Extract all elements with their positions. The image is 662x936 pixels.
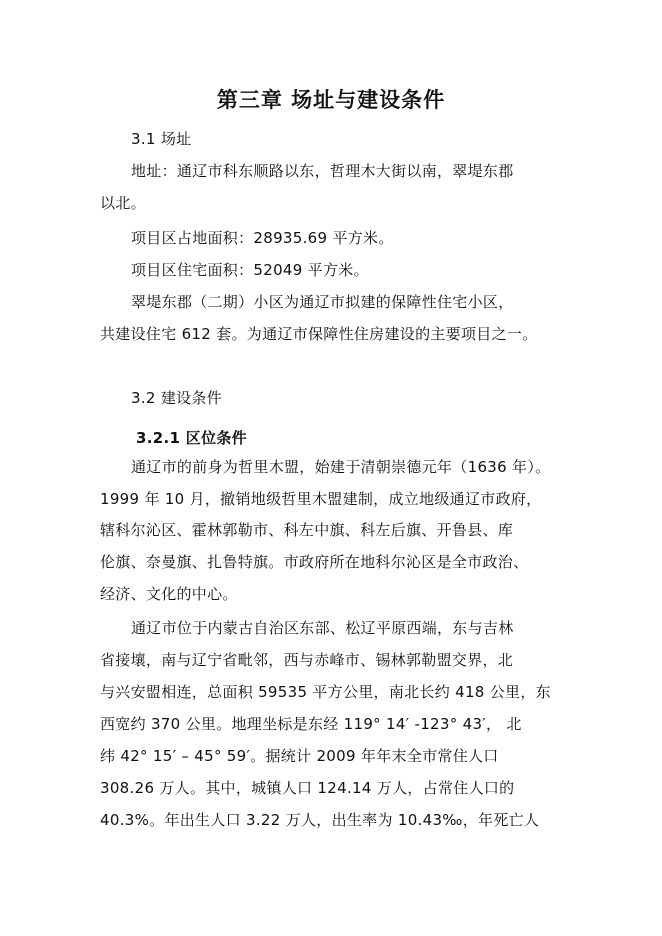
section-3-1-heading: 3.1 场址 <box>131 130 192 148</box>
paragraph-2-line-4: 西宽约 370 公里。地理坐标是东经 119° 14′ -123° 43′， 北 <box>100 715 522 733</box>
paragraph-1-line-2: 1999 年 10 月，撤销地级哲里木盟建制，成立地级通辽市政府， <box>100 490 542 508</box>
description-line-1: 翠堤东郡（二期）小区为通辽市拟建的保障性住宅小区， <box>131 293 514 311</box>
description-line-2: 共建设住宅 612 套。为通辽市保障性住房建设的主要项目之一。 <box>100 325 538 343</box>
paragraph-1-line-1: 通辽市的前身为哲里木盟，始建于清朝崇德元年（1636 年）。 <box>131 458 551 476</box>
paragraph-1-line-4: 伦旗、奈曼旗、扎鲁特旗。市政府所在地科尔沁区是全市政治、 <box>100 553 529 571</box>
paragraph-2-line-1: 通辽市位于内蒙古自治区东部、松辽平原西端，东与吉林 <box>131 619 514 637</box>
address-line-2: 以北。 <box>100 194 146 212</box>
residential-area-text: 项目区住宅面积：52049 平方米。 <box>131 261 369 279</box>
paragraph-2-line-3: 与兴安盟相连，总面积 59535 平方公里，南北长约 418 公里，东 <box>100 683 551 701</box>
subsection-3-2-1-heading: 3.2.1 区位条件 <box>136 429 247 447</box>
paragraph-2-line-6: 308.26 万人。其中，城镇人口 124.14 万人，占常住人口的 <box>100 779 515 797</box>
address-line-1: 地址：通辽市科东顺路以东，哲理木大街以南，翠堤东郡 <box>131 162 514 180</box>
paragraph-2-line-7: 40.3%。年出生人口 3.22 万人，出生率为 10.43‰，年死亡人 <box>100 811 540 829</box>
paragraph-1-line-3: 辖科尔沁区、霍林郭勒市、科左中旗、科左后旗、开鲁县、库 <box>100 521 514 539</box>
section-3-2-heading: 3.2 建设条件 <box>131 389 223 407</box>
chapter-title: 第三章 场址与建设条件 <box>216 88 446 112</box>
land-area-text: 项目区占地面积：28935.69 平方米。 <box>131 229 394 247</box>
paragraph-2-line-2: 省接壤，南与辽宁省毗邻，西与赤峰市、锡林郭勒盟交界，北 <box>100 651 514 669</box>
paragraph-2-line-5: 纬 42° 15′ – 45° 59′。据统计 2009 年年末全市常住人口 <box>100 747 499 765</box>
paragraph-1-line-5: 经济、文化的中心。 <box>100 585 238 603</box>
